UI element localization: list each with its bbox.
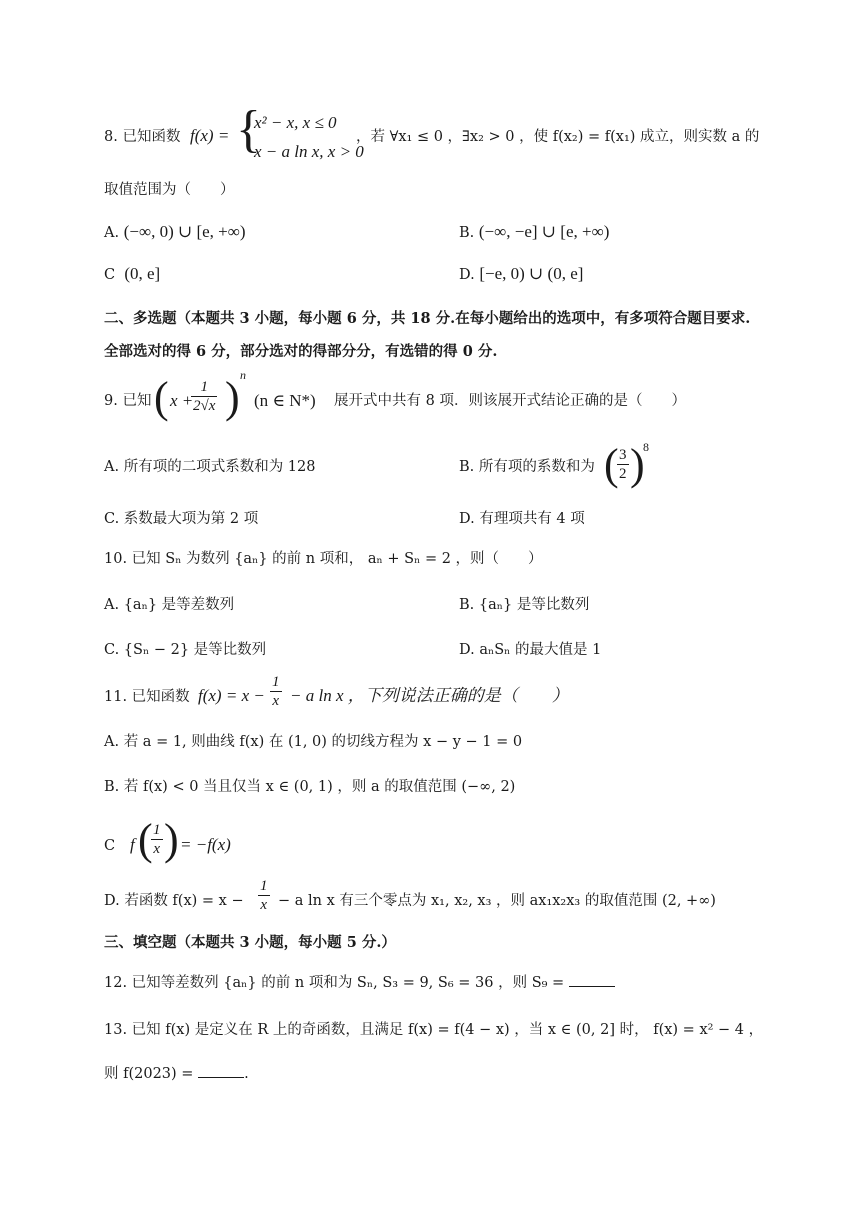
- q10-option-a: A. {aₙ} 是等差数列: [104, 597, 235, 613]
- q9-option-c: C. 系数最大项为第 2 项: [104, 511, 259, 527]
- q13-continuation: 则 f(2023) = .: [104, 1063, 249, 1083]
- q11-number: 11. 已知函数: [104, 689, 190, 705]
- section3-header: 三、填空题（本题共 3 小题，每小题 5 分.）: [104, 934, 396, 951]
- q11-rest: − a ln x ，下列说法正确的是（ ）: [290, 686, 569, 705]
- q9-x-plus: x +: [170, 391, 194, 410]
- q9-exponent: n: [240, 368, 246, 382]
- q8-case2: x − a ln x, x > 0: [254, 142, 364, 161]
- q8-condition: ，若 ∀x₁ ≤ 0 ，∃x₂ > 0 ，使 f(x₂) = f(x₁) 成立，则实数 a 的: [356, 129, 760, 145]
- q11-fx: f(x) = x −: [198, 686, 265, 705]
- q9-b-right-paren: ): [630, 440, 645, 489]
- q9-number: 9. 已知: [104, 393, 152, 409]
- q9-right-paren: ): [225, 373, 240, 422]
- q10-option-b: B. {aₙ} 是等比数列: [459, 597, 590, 613]
- q12-answer-blank[interactable]: [569, 972, 615, 987]
- q11-option-c-rest: = −f(x): [180, 835, 231, 854]
- q11-fraction: $\frac{1}{x}$: [272, 674, 280, 709]
- q12-stem: 12. 已知等差数列 {aₙ} 的前 n 项和为 Sₙ, S₃ = 9, S₆ = 36 ，则 S₉ =: [104, 972, 615, 992]
- q9-rest: 展开式中共有 8 项．则该展开式结论正确的是（ ）: [334, 393, 686, 409]
- q9-condition: (n ∈ N*): [254, 391, 316, 410]
- q9-fraction: $\frac{1}{2√x}$: [193, 379, 216, 414]
- q9-b-left-paren: (: [604, 440, 619, 489]
- q11-c-fraction: $\frac{1}{x}$: [153, 822, 161, 857]
- q8-number: 8. 已知函数: [104, 129, 181, 145]
- q11-c-left-paren: (: [138, 815, 153, 864]
- q8-option-c: C (0, e]: [104, 264, 161, 283]
- q10-option-d: D. aₙSₙ 的最大值是 1: [459, 642, 602, 658]
- q8-continuation: 取值范围为（ ）: [104, 182, 235, 198]
- q11-option-c-label: C: [104, 838, 116, 854]
- q11-option-b: B. 若 f(x) < 0 当且仅当 x ∈ (0, 1) ，则 a 的取值范围 (−∞, 2): [104, 779, 516, 795]
- q8-option-a: A. (−∞, 0) ∪ [e, +∞): [104, 222, 246, 241]
- q11-option-d-pre: D. 若函数 f(x) = x −: [104, 893, 244, 909]
- q8-fx: f(x) =: [190, 126, 230, 145]
- q8-option-b: B. (−∞, −e] ∪ [e, +∞): [459, 222, 610, 241]
- q8-brace: {: [236, 101, 261, 158]
- q8-option-d: D. [−e, 0) ∪ (0, e]: [459, 264, 584, 283]
- section2-line1: 二、多选题（本题共 3 小题，每小题 6 分，共 18 分.在每小题给出的选项中，有多项符合题目要求.: [104, 310, 751, 327]
- q10-stem: 10. 已知 Sₙ 为数列 {aₙ} 的前 n 项和， aₙ + Sₙ = 2 ，则（ ）: [104, 551, 543, 567]
- q11-option-c-f: f: [130, 835, 135, 854]
- q13-answer-blank[interactable]: [198, 1063, 244, 1078]
- q10-option-c: C. {Sₙ − 2} 是等比数列: [104, 642, 267, 658]
- q9-left-paren: (: [154, 373, 169, 422]
- q11-d-fraction: $\frac{1}{x}$: [260, 878, 268, 913]
- q11-option-a: A. 若 a = 1, 则曲线 f(x) 在 (1, 0) 的切线方程为 x − y − 1 = 0: [104, 734, 523, 750]
- q9-b-fraction: $\frac{3}{2}$: [619, 447, 627, 482]
- q11-c-right-paren: ): [164, 815, 179, 864]
- q13-stem: 13. 已知 f(x) 是定义在 R 上的奇函数，且满足 f(x) = f(4 − x) ，当 x ∈ (0, 2] 时， f(x) = x² − 4 ，: [104, 1022, 764, 1038]
- q9-option-b: B. 所有项的系数和为: [459, 459, 595, 475]
- q9-b-exponent: 8: [643, 440, 649, 454]
- q9-option-d: D. 有理项共有 4 项: [459, 511, 585, 527]
- q11-option-d-post: − a ln x 有三个零点为 x₁, x₂, x₃ ，则 ax₁x₂x₃ 的取值范围 (2, +∞): [278, 893, 716, 909]
- q9-option-a: A. 所有项的二项式系数和为 128: [104, 459, 316, 475]
- section2-line2: 全部选对的得 6 分，部分选对的得部分分，有选错的得 0 分.: [104, 343, 498, 360]
- q8-case1: x² − x, x ≤ 0: [254, 113, 337, 132]
